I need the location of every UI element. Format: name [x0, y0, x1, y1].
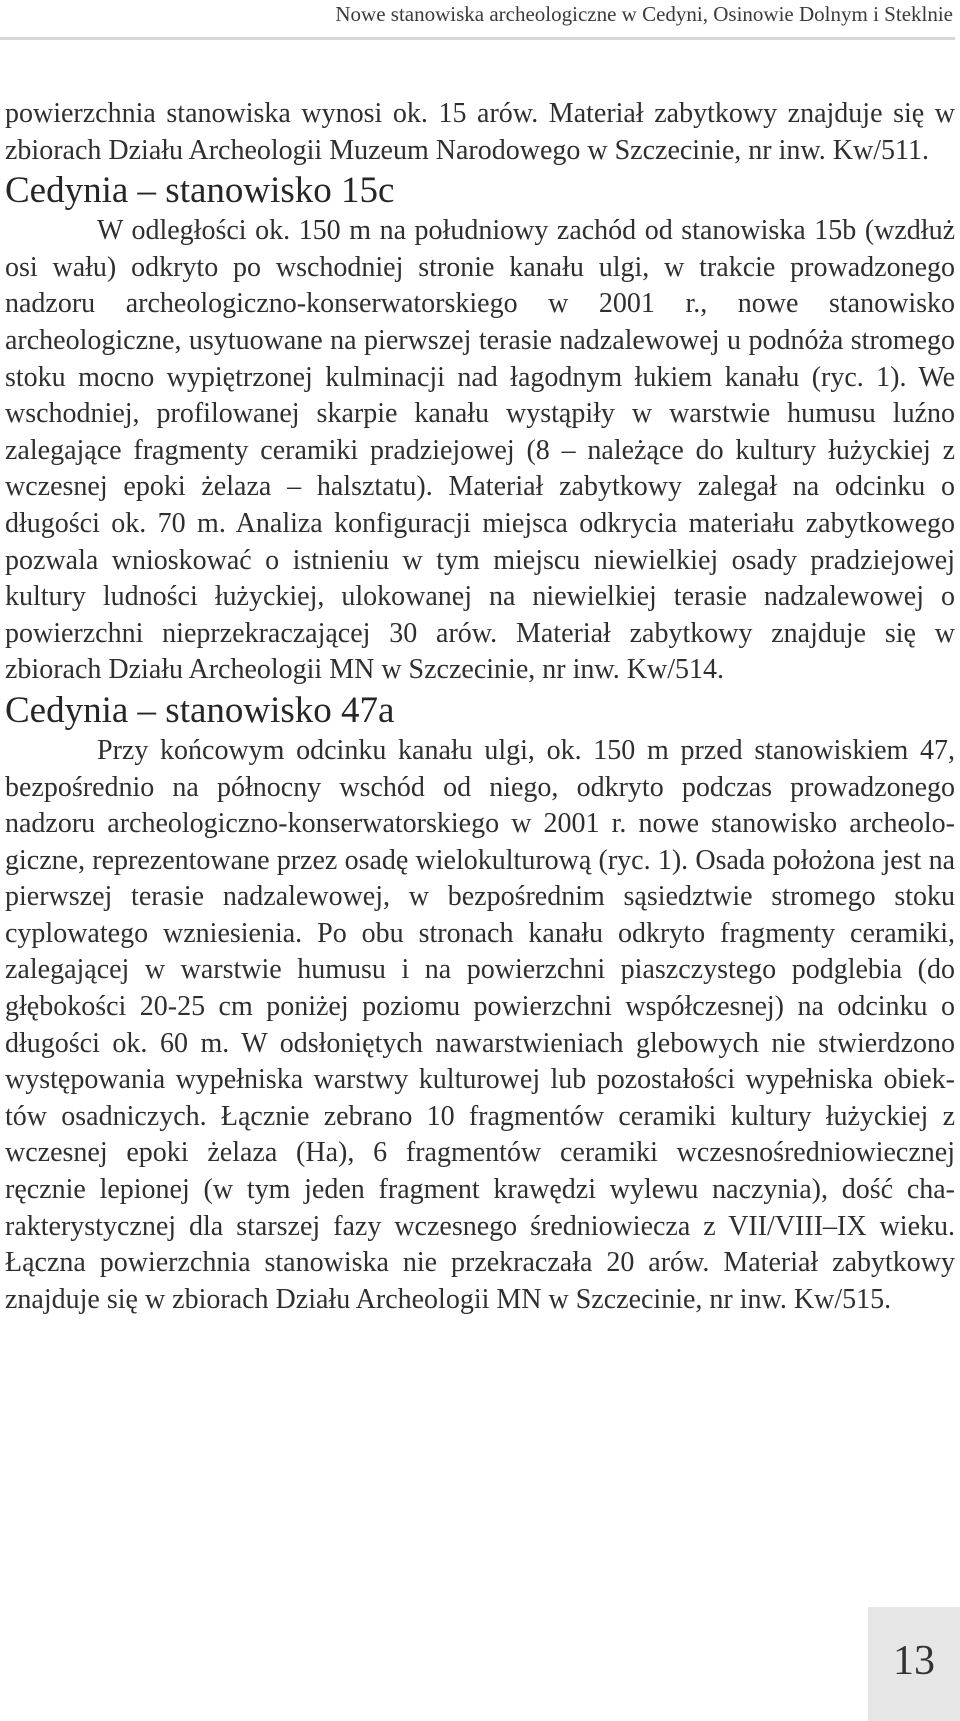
- running-header: [0, 0, 955, 40]
- page-number-box: [868, 1607, 960, 1721]
- section-heading-47a: Cedynia – stanowisko 47a: [5, 689, 395, 731]
- page-content: [5, 96, 955, 1318]
- page-number: 13: [893, 1638, 935, 1684]
- running-header-title: Nowe stanowiska archeologiczne w Cedyni, Osinowie Dolnym i Steklnie: [335, 2, 953, 26]
- section-heading-15c: Cedynia – stanowisko 15c: [5, 170, 395, 212]
- intro-paragraph: powierzchnia stanowiska wynosi ok. 15 arów. Materiał zabytkowy znajduje się w zbiorach Działu Archeologii Muzeum Narodowego w Szczecinie, nr inw. Kw/511.: [5, 98, 955, 166]
- section-paragraph-47a: Przy końcowym odcinku kanału ulgi, ok. 150 m przed stanowiskiem 47, bezpośrednio na północny wschód od niego, odkryto podczas prowadzonego nadzoru archeologiczno-konserwatorskiego w 2001 r. nowe stanowisko archeologiczne, reprezentowane przez osadę wielokulturową (ryc. 1). Osada położona jest na pierwszej terasie nadzalewowej, w bezpośrednim sąsiedztwie stromego stoku cyplowatego wzniesienia. Po obu stronach kanału odkryto fragmenty ceramiki, zalegającej w warstwie humusu i na powierzchni piaszczystego podglebia (do głębokości 20-25 cm poniżej poziomu powierzchni współczesnej) na odcinku o długości ok. 60 m. W odsłoniętych nawarstwieniach glebowych nie stwierdzono występowania wypełniska warstwy kulturowej lub pozostałości wypełniska obiektów osadniczych. Łącznie zebrano 10 fragmentów ceramiki kultury łużyckiej z wczesnej epoki żelaza (Ha), 6 fragmentów ceramiki wczesnośredniowiecznej ręcznie lepionej (w tym jeden fragment krawędzi wylewu naczynia), dość charakterystycznej dla starszej fazy wczesnego średniowiecza z VII/VIII–IX wieku. Łączna powierzchnia stanowiska nie przekraczała 20 arów. Materiał zabytkowy znajduje się w zbiorach Działu Archeologii MN w Szczecinie, nr inw. Kw/515.: [5, 734, 955, 1315]
- section-paragraph-15c: W odległości ok. 150 m na południowy zachód od stanowiska 15b (wzdłuż osi wału) odkryto po wschodniej stronie kanału ulgi, w trakcie prowadzonego nadzoru archeologiczno-konserwatorskiego w 2001 r., nowe stanowisko archeologiczne, usytuowane na pierwszej terasie nadzalewowej u podnóża stromego stoku mocno wypiętrzonej kulminacji nad łagodnym łukiem kanału (ryc. 1). We wschodniej, profilowanej skarpie kanału wystąpiły w warstwie humusu luźno zalegające fragmenty ceramiki pradziejowej (8 – należące do kultury łużyckiej z wczesnej epoki żelaza – halsztatu). Materiał zabytkowy zalegał na odcinku o długości ok. 70 m. Analiza konfiguracji miejsca odkrycia materiału zabytkowego pozwala wnioskować o istnieniu w tym miejscu niewielkiej osady pradziejowej kultury ludności łużyckiej, ulokowanej na niewielkiej terasie nadzalewowej o powierzchni nieprzekraczającej 30 arów. Materiał zabytkowy znajduje się w zbiorach Działu Archeologii MN w Szczecinie, nr inw. Kw/514.: [5, 215, 955, 686]
